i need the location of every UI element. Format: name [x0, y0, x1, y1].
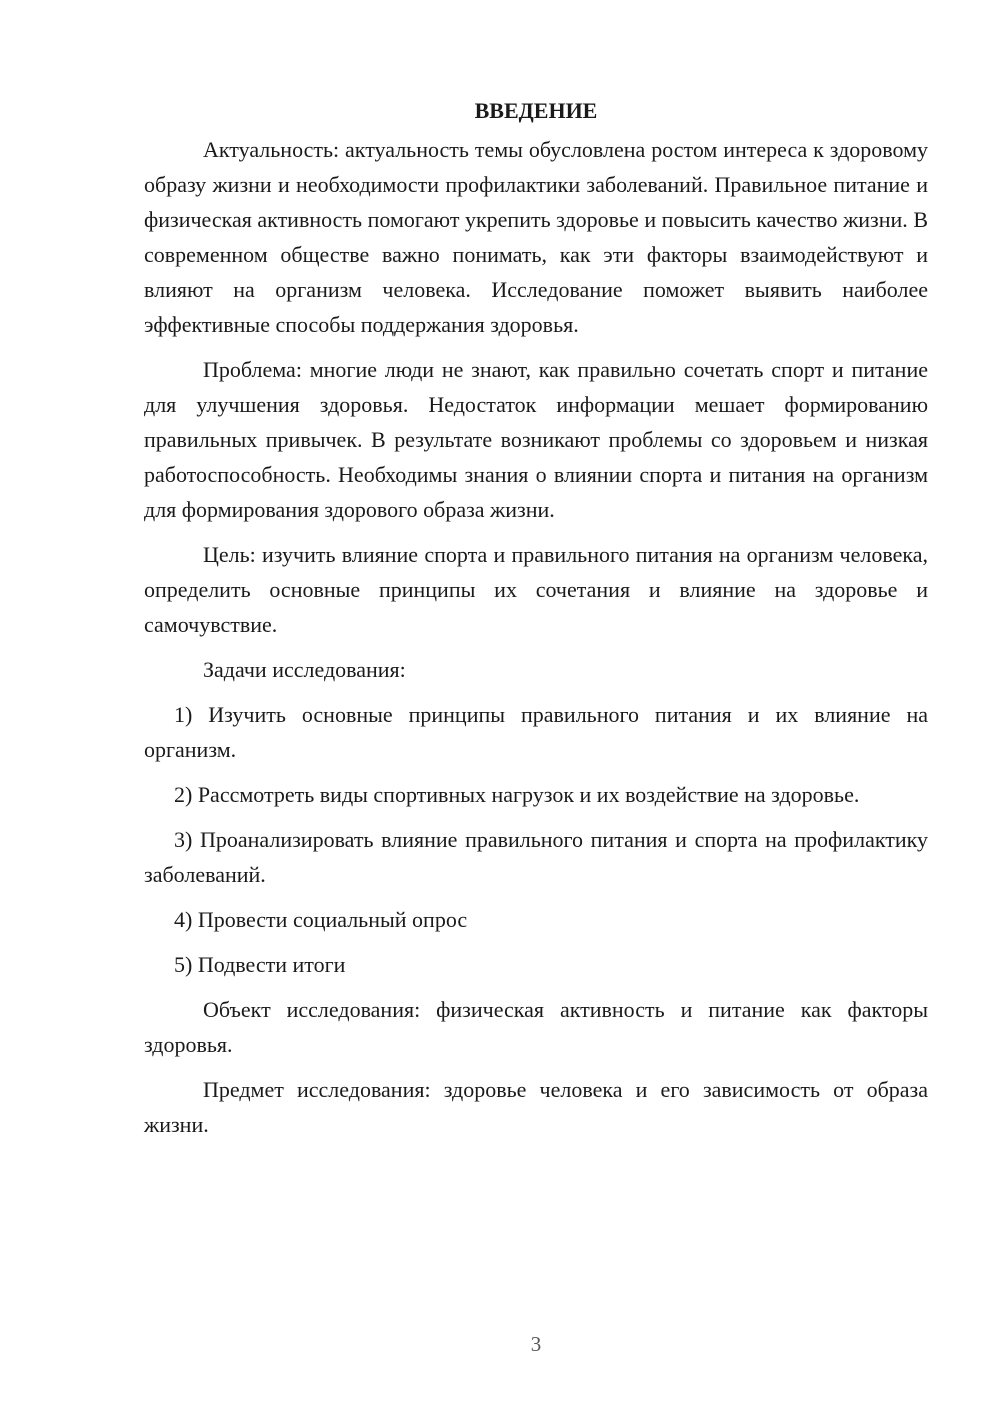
- section-title: ВВЕДЕНИЕ: [474, 98, 598, 123]
- page-number: 3: [530, 1332, 542, 1356]
- tasks-list: [144, 697, 928, 982]
- relevance-paragraph: Актуальность: актуальность темы обусловлена ростом интереса к здоровому образу жизни и необходимости профилактики заболеваний. Правильное питание и физическая активность помогают укрепить здоровье и повысить качество жизни. В современном обществе важно понимать, как эти факторы взаимодействуют и влияют на организм человека. Исследование поможет выявить наиболее эффективные способы поддержания здоровья.: [144, 137, 928, 337]
- task-item: 1) Изучить основные принципы правильного питания и их влияние на организм.: [144, 702, 928, 762]
- problem-paragraph: Проблема: многие люди не знают, как правильно сочетать спорт и питание для улучшения здоровья. Недостаток информации мешает формированию правильных привычек. В результате возникают проблемы со здоровьем и низкая работоспособность. Необходимы знания о влиянии спорта и питания на организм для формирования здорового образа жизни.: [144, 357, 928, 522]
- task-item: 2) Рассмотреть виды спортивных нагрузок и их воздействие на здоровье.: [174, 782, 860, 807]
- subject-paragraph: Предмет исследования: здоровье человека и его зависимость от образа жизни.: [144, 1077, 928, 1137]
- task-item: 5) Подвести итоги: [174, 952, 346, 977]
- object-paragraph: Объект исследования: физическая активность и питание как факторы здоровья.: [144, 997, 928, 1057]
- task-item: 4) Провести социальный опрос: [174, 907, 468, 932]
- task-item: 3) Проанализировать влияние правильного питания и спорта на профилактику заболеваний.: [144, 827, 928, 887]
- tasks-header: Задачи исследования:: [203, 657, 406, 682]
- document-page: [144, 96, 928, 1152]
- goal-paragraph: Цель: изучить влияние спорта и правильного питания на организм человека, определить основные принципы их сочетания и влияние на здоровье и самочувствие.: [144, 542, 928, 637]
